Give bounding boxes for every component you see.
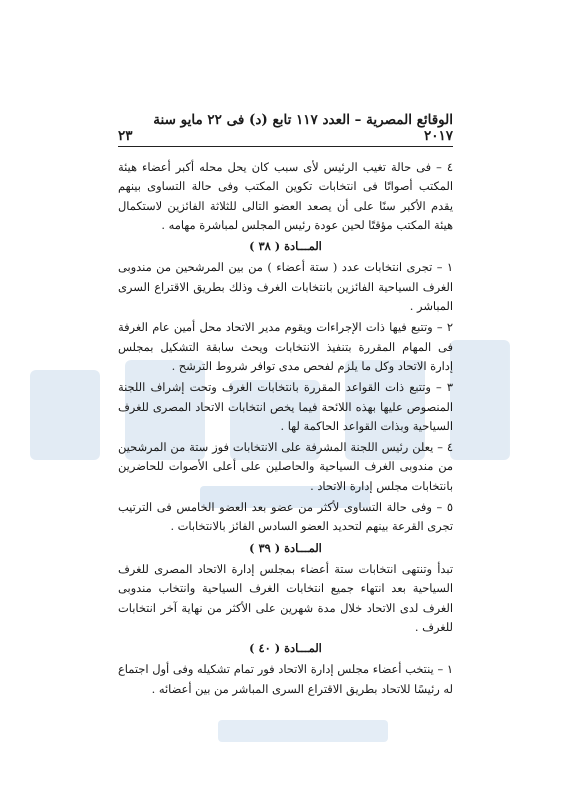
page-header (118, 112, 453, 144)
document-body (118, 158, 453, 701)
paragraph: ٤ – يعلن رئيس اللجنة المشرفة على الانتخابات فوز ستة من المرشحين من مندوبى الغرف السياحية والحاصلين على أعلى الأصوات للحاضرين بانتخابات مجلس إدارة الاتحاد . (118, 440, 453, 493)
header-divider (118, 146, 453, 147)
article-heading: المـــادة ( ٣٨ ) (249, 239, 322, 254)
paragraph: ١ – تجرى انتخابات عدد ( ستة أعضاء ) من بين المرشحين من مندوبى الغرف السياحية الفائزين بانتخابات الغرف وذلك بطريق الاقتراع السرى المباشر . (118, 260, 453, 314)
paragraph: تبدأ وتنتهى انتخابات ستة أعضاء بمجلس إدارة الاتحاد المصرى للغرف السياحية بعد انتهاء جميع انتخابات الغرف السياحية وانتخاب مندوبى الغرف لدى الاتحاد خلال مدة شهرين على الأكثر من نهاية آخر انتخابات للغرف . (118, 561, 453, 634)
watermark-url (218, 720, 388, 742)
paragraph: ٥ – وفى حالة التساوى لأكثر من عضو بعد العضو الخامس فى الترتيب تجرى القرعة بينهم لتحديد العضو السادس الفائز بالانتخابات . (118, 500, 453, 534)
paragraph: ١ – ينتخب أعضاء مجلس إدارة الاتحاد فور تمام تشكيله وفى أول اجتماع له رئيسًا للاتحاد بطريق الاقتراع السرى المباشر من بين أعضائه . (118, 662, 453, 696)
header-title: الوقائع المصرية – العدد ١١٧ تابع (د) فى ٢٢ مايو سنة ٢٠١٧ (153, 112, 453, 144)
paragraph: ٢ – وتتبع فيها ذات الإجراءات ويقوم مدير الاتحاد محل أمين عام الغرفة فى المهام المقررة بتنفيذ الانتخابات ويحث سابقة التشكيل بمجلس إدارة الاتحاد وكل ما يلزم لفحص مدى توافر شروط الترشح . (118, 320, 453, 373)
paragraph: ٣ – وتتبع ذات القواعد المقررة بانتخابات الغرف وتحت إشراف اللجنة المنصوص عليها بهذه اللائحة فيما يخص انتخابات الاتحاد المصرى للغرف السياحية وبذات القواعد الحاكمة لها . (118, 380, 453, 433)
page-number: ٢٣ (118, 128, 133, 144)
article-heading: المـــادة ( ٤٠ ) (249, 641, 322, 656)
paragraph: ٤ – فى حالة تغيب الرئيس لأى سبب كان يحل محله أكبر أعضاء هيئة المكتب أصواتًا فى انتخابات تكوين المكتب وفى حالة التساوى بينهم يقدم الأكبر سنًا على أن يصعد العضو التالى للثلاثة الفائزين لاستكمال هيئة المكتب مؤقتًا لحين عودة رئيس المجلس لمباشرة مهامه . (118, 160, 453, 232)
article-heading: المـــادة ( ٣٩ ) (249, 540, 322, 555)
